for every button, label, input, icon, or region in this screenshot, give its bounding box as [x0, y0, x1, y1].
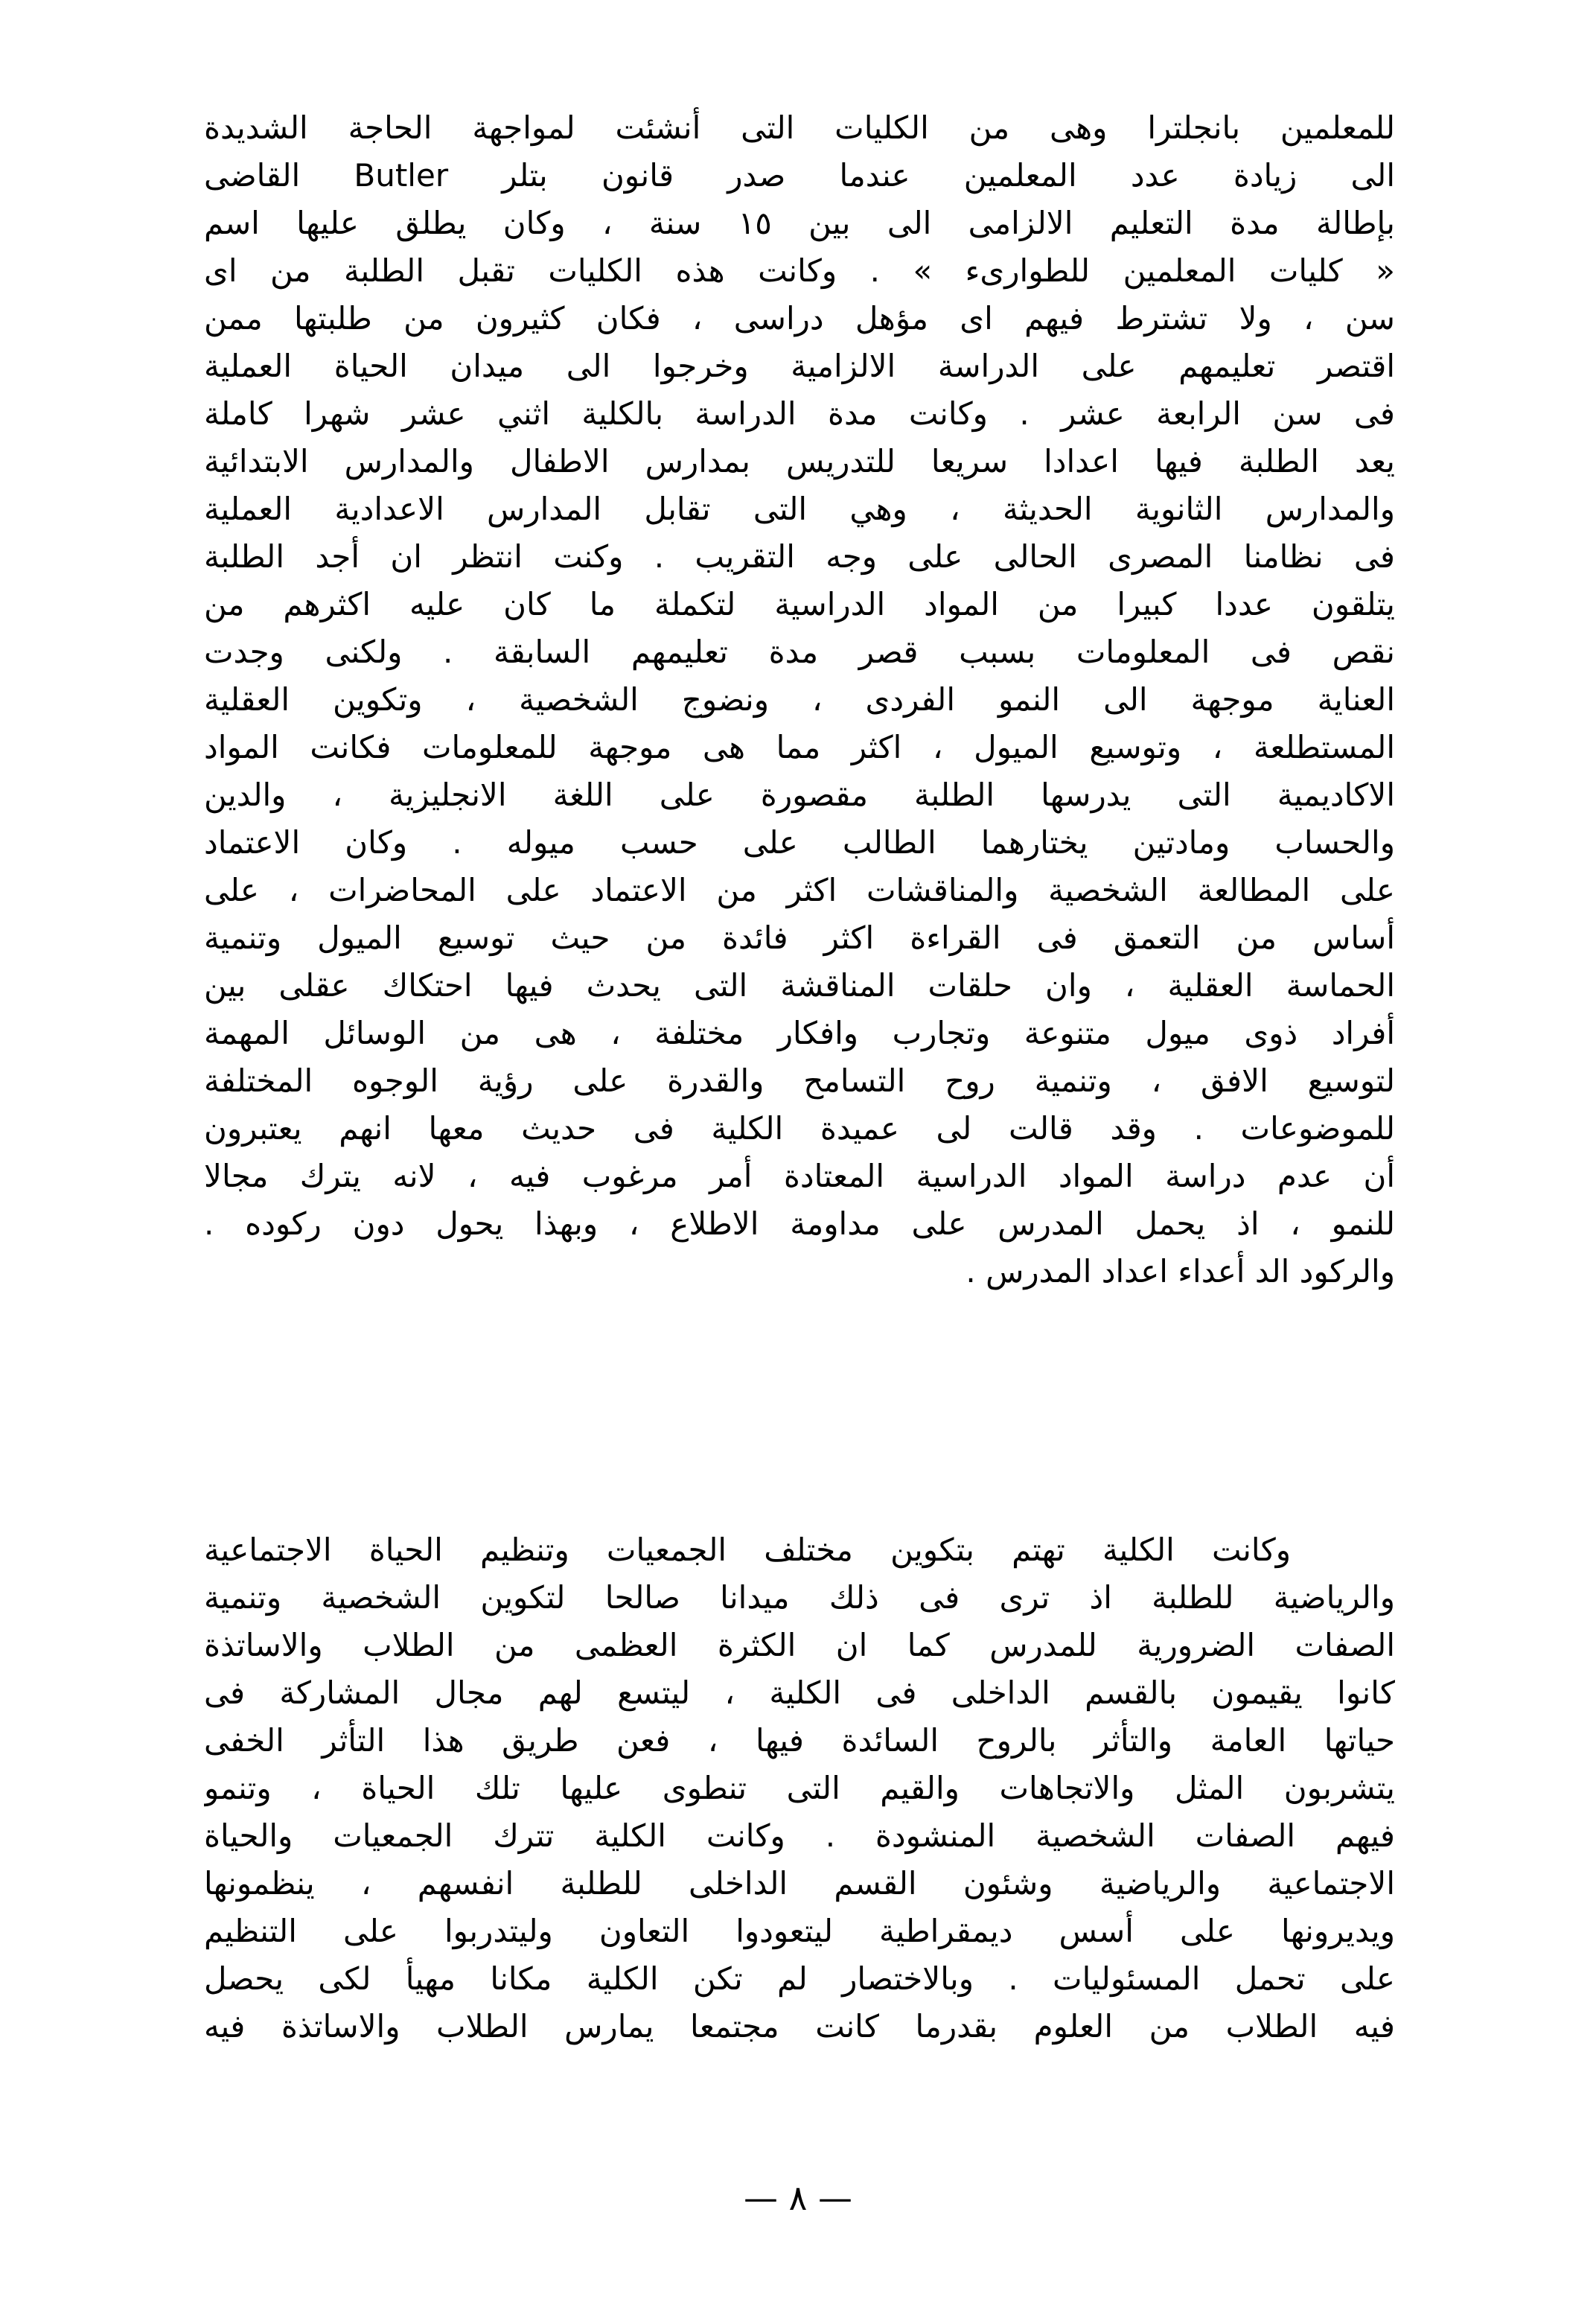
- text-line: فى نظامنا المصرى الحالى على وجه التقريب . وكنت انتظر ان أجد الطلبة: [204, 538, 1395, 575]
- text-line: فيه الطلاب من العلوم بقدرما كانت مجتمعا يمارس الطلاب والاساتذة فيه: [204, 2008, 1395, 2045]
- text-line: يتشربون المثل والاتجاهات والقيم التى تنطوى عليها تلك الحياة ، وتنمو: [204, 1770, 1395, 1806]
- text-line: فى سن الرابعة عشر . وكانت مدة الدراسة بالكلية اثني عشر شهرا كاملة: [204, 395, 1395, 432]
- text-line: المستطلعة ، وتوسيع الميول ، اكثر مما هى موجهة للمعلومات فكانت المواد: [204, 729, 1395, 765]
- body-paragraph-1: [204, 104, 1395, 1296]
- text-line: الصفات الضرورية للمدرس كما ان الكثرة العظمى من الطلاب والاساتذة: [204, 1627, 1395, 1663]
- text-line: لتوسيع الافق ، وتنمية روح التسامح والقدرة على رؤية الوجوه المختلفة: [204, 1062, 1395, 1099]
- text-line: نقص فى المعلومات بسبب قصر مدة تعليمهم السابقة . ولكنى وجدت: [204, 634, 1395, 670]
- text-line: للنمو ، اذ يحمل المدرس على مداومة الاطلاع ، وبهذا يحول دون ركوده .: [204, 1205, 1395, 1242]
- text-line: ويديرونها على أسس ديمقراطية ليتعودوا التعاون وليتدربوا على التنظيم: [204, 1913, 1395, 1949]
- text-line: فيهم الصفات الشخصية المنشودة . وكانت الكلية تترك الجمعيات والحياة: [204, 1817, 1395, 1854]
- text-line: سن ، ولا تشترط فيهم اى مؤهل دراسى ، فكان كثيرون من طلبتها ممن: [204, 300, 1395, 337]
- page-number: — ٨ —: [744, 2178, 852, 2218]
- text-line: الى زيادة عدد المعلمين عندما صدر قانون بتلر Butler القاضى: [204, 157, 1395, 194]
- body-paragraph-2: [204, 1526, 1395, 2050]
- text-line: اقتصر تعليمهم على الدراسة الالزامية وخرجوا الى ميدان الحياة العملية: [204, 348, 1395, 384]
- text-line: للموضوعات . وقد قالت لى عميدة الكلية فى حديث معها انهم يعتبرون: [204, 1110, 1395, 1147]
- text-line: على تحمل المسئوليات . وبالاختصار لم تكن الكلية مكانا مهيأ لكى يحصل: [204, 1960, 1395, 1997]
- text-line: والركود الد أعداء اعداد المدرس .: [965, 1253, 1395, 1290]
- text-line: والحساب ومادتين يختارهما الطالب على حسب ميوله . وكان الاعتماد: [204, 824, 1395, 861]
- text-line: وكانت الكلية تهتم بتكوين مختلف الجمعيات وتنظيم الحياة الاجتماعية: [204, 1532, 1291, 1568]
- text-line: والمدارس الثانوية الحديثة ، وهي التى تقابل المدارس الاعدادية العملية: [204, 491, 1395, 527]
- text-line: الاكاديمية التى يدرسها الطلبة مقصورة على اللغة الانجليزية ، والدين: [204, 777, 1395, 813]
- text-line: يتلقون عددا كبيرا من المواد الدراسية لتكملة ما كان عليه اكثرهم من: [204, 586, 1395, 622]
- text-line: الحماسة العقلية ، وان حلقات المناقشة التى يحدث فيها احتكاك عقلى بين: [204, 967, 1395, 1004]
- text-line: والرياضية للطلبة اذ ترى فى ذلك ميدانا صالحا لتكوين الشخصية وتنمية: [204, 1579, 1395, 1616]
- text-line: أساس من التعمق فى القراءة اكثر فائدة من حيث توسيع الميول وتنمية: [204, 920, 1395, 956]
- text-line: الاجتماعية والرياضية وشئون القسم الداخلى للطلبة انفسهم ، ينظمونها: [204, 1865, 1395, 1902]
- text-line: كانوا يقيمون بالقسم الداخلى فى الكلية ، ليتسع لهم مجال المشاركة فى: [204, 1674, 1395, 1711]
- text-line: يعد الطلبة فيها اعدادا سريعا للتدريس بمدارس الاطفال والمدارس الابتدائية: [204, 443, 1395, 479]
- text-line: أفراد ذوى ميول متنوعة وتجارب وافكار مختلفة ، هى من الوسائل المهمة: [204, 1015, 1395, 1051]
- text-line: العناية موجهة الى النمو الفردى ، ونضوج الشخصية ، وتكوين العقلية: [204, 681, 1395, 718]
- text-line: للمعلمين بانجلترا وهى من الكليات التى أنشئت لمواجهة الحاجة الشديدة: [204, 109, 1395, 146]
- text-line: « كليات المعلمين للطوارىء » . وكانت هذه الكليات تقبل الطلبة من اى: [204, 252, 1395, 289]
- text-line: أن عدم دراسة المواد الدراسية المعتادة أمر مرغوب فيه ، لانه يترك مجالا: [204, 1158, 1395, 1194]
- text-line: على المطالعة الشخصية والمناقشات اكثر من الاعتماد على المحاضرات ، على: [204, 872, 1395, 908]
- text-line: حياتها العامة والتأثر بالروح السائدة فيها ، فعن طريق هذا التأثر الخفى: [204, 1722, 1395, 1759]
- text-line: بإطالة مدة التعليم الالزامى الى بين ١٥ سنة ، وكان يطلق عليها اسم: [204, 205, 1395, 241]
